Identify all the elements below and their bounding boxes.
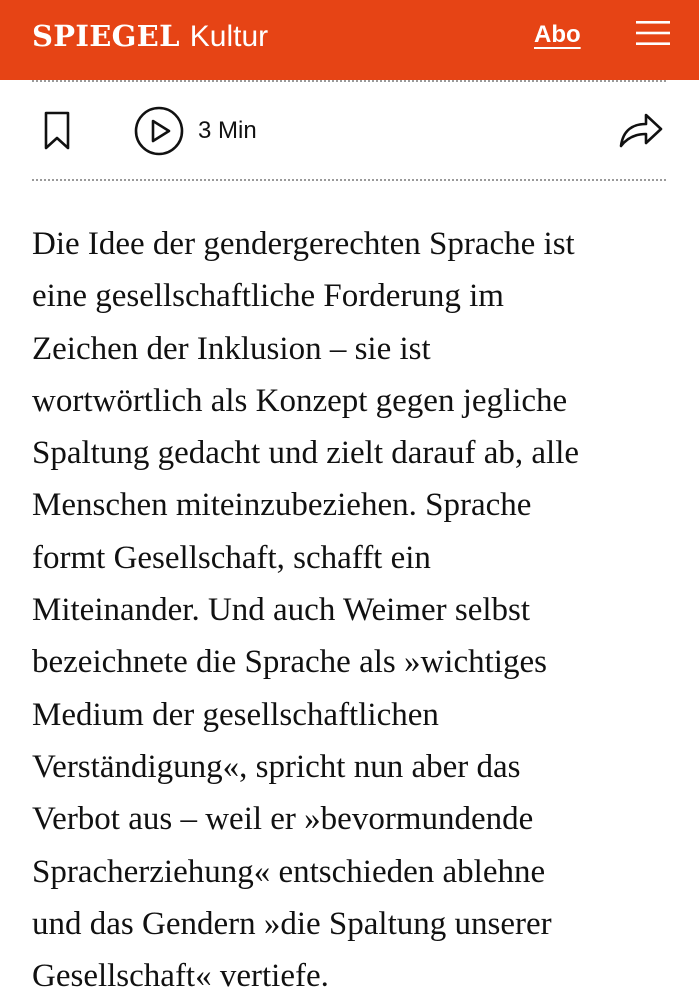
top-divider <box>32 80 666 82</box>
article-line: Spracherziehung« entschieden ablehne <box>32 853 546 890</box>
play-circle-icon[interactable] <box>134 106 184 156</box>
spiegel-logo[interactable]: SPIEGEL <box>32 19 180 53</box>
article-line: Spaltung gedacht und zielt darauf ab, alle <box>32 435 580 472</box>
article-line: Verständigung«, spricht nun aber das <box>32 748 521 785</box>
site-header <box>0 0 699 80</box>
article-line: formt Gesellschaft, schafft ein <box>32 539 431 576</box>
article-line: Medium der gesellschaftlichen <box>32 696 439 733</box>
article-line: Zeichen der Inklusion – sie ist <box>32 330 431 367</box>
article-line: Miteinander. Und auch Weimer selbst <box>32 592 531 629</box>
toolbar-divider <box>32 179 666 181</box>
section-name[interactable]: Kultur <box>189 20 269 53</box>
bookmark-icon[interactable] <box>42 110 72 152</box>
article-line: wortwörtlich als Konzept gegen jegliche <box>32 382 568 419</box>
article-line: eine gesellschaftliche Forderung im <box>32 278 504 315</box>
read-time: 3 Min <box>198 117 257 144</box>
subscribe-link[interactable]: Abo <box>534 21 581 48</box>
hamburger-menu-icon[interactable] <box>636 20 670 46</box>
article-line: Gesellschaft« vertiefe. <box>32 958 329 995</box>
article-body <box>32 218 672 1000</box>
article-line: Verbot aus – weil er »bevormundende <box>32 801 534 838</box>
article-line: Die Idee der gendergerechten Sprache ist <box>32 226 575 262</box>
article-line: bezeichnete die Sprache als »wichtiges <box>32 644 547 681</box>
brand[interactable] <box>32 16 268 57</box>
article-line: und das Gendern »die Spaltung unserer <box>32 905 552 942</box>
share-icon[interactable] <box>618 110 664 150</box>
article-line: Menschen miteinzubeziehen. Sprache <box>32 487 532 524</box>
